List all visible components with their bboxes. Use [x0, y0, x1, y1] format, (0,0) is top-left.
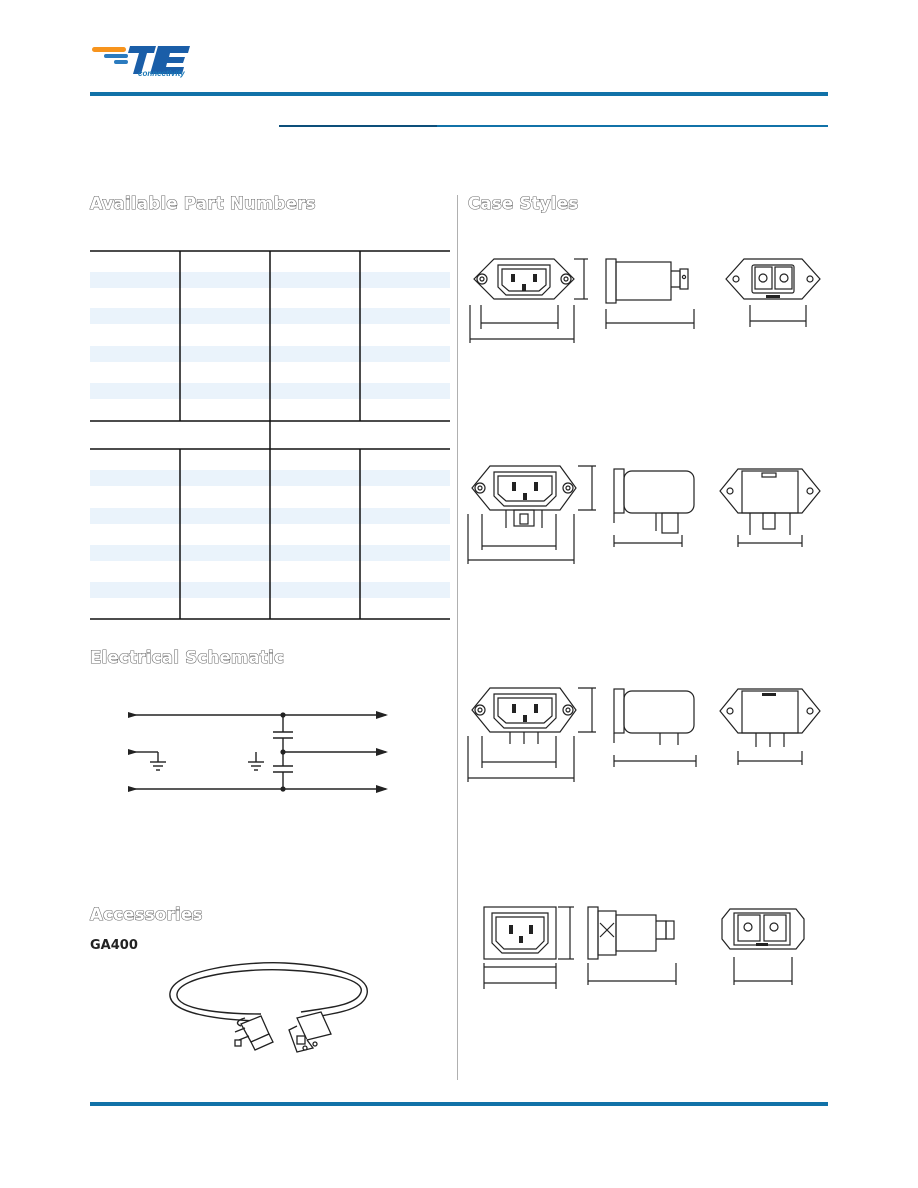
header-rule: [90, 92, 828, 96]
column-divider: [457, 195, 458, 1080]
te-logo: [90, 38, 200, 82]
part-numbers-heading: Available Part Numbers: [90, 194, 316, 213]
title-rule-accent: [279, 125, 437, 127]
case-style-2-side: [612, 465, 702, 550]
accessories-heading: Accessories: [90, 905, 203, 924]
footer-rule: [90, 1102, 828, 1106]
case-style-1-rear: [722, 255, 828, 330]
case-style-1-front: [466, 255, 596, 345]
accessory-part-label: GA400: [90, 938, 138, 953]
case-style-4-side: [586, 905, 686, 990]
part-numbers-table: [90, 250, 450, 620]
case-style-3-front: [466, 684, 606, 789]
case-style-4-front: [480, 905, 580, 995]
case-style-2-front: [466, 460, 606, 570]
case-style-3-rear: [716, 685, 826, 770]
logo-tagline: connectivity: [138, 69, 185, 78]
case-styles-heading: Case Styles: [468, 194, 579, 213]
electrical-schematic: [128, 700, 393, 800]
case-style-4-rear: [720, 905, 816, 990]
case-style-1-side: [604, 255, 700, 330]
power-cord-illustration: [165, 962, 370, 1062]
schematic-heading: Electrical Schematic: [90, 648, 285, 667]
case-style-3-side: [612, 685, 702, 770]
case-style-2-rear: [716, 465, 826, 550]
